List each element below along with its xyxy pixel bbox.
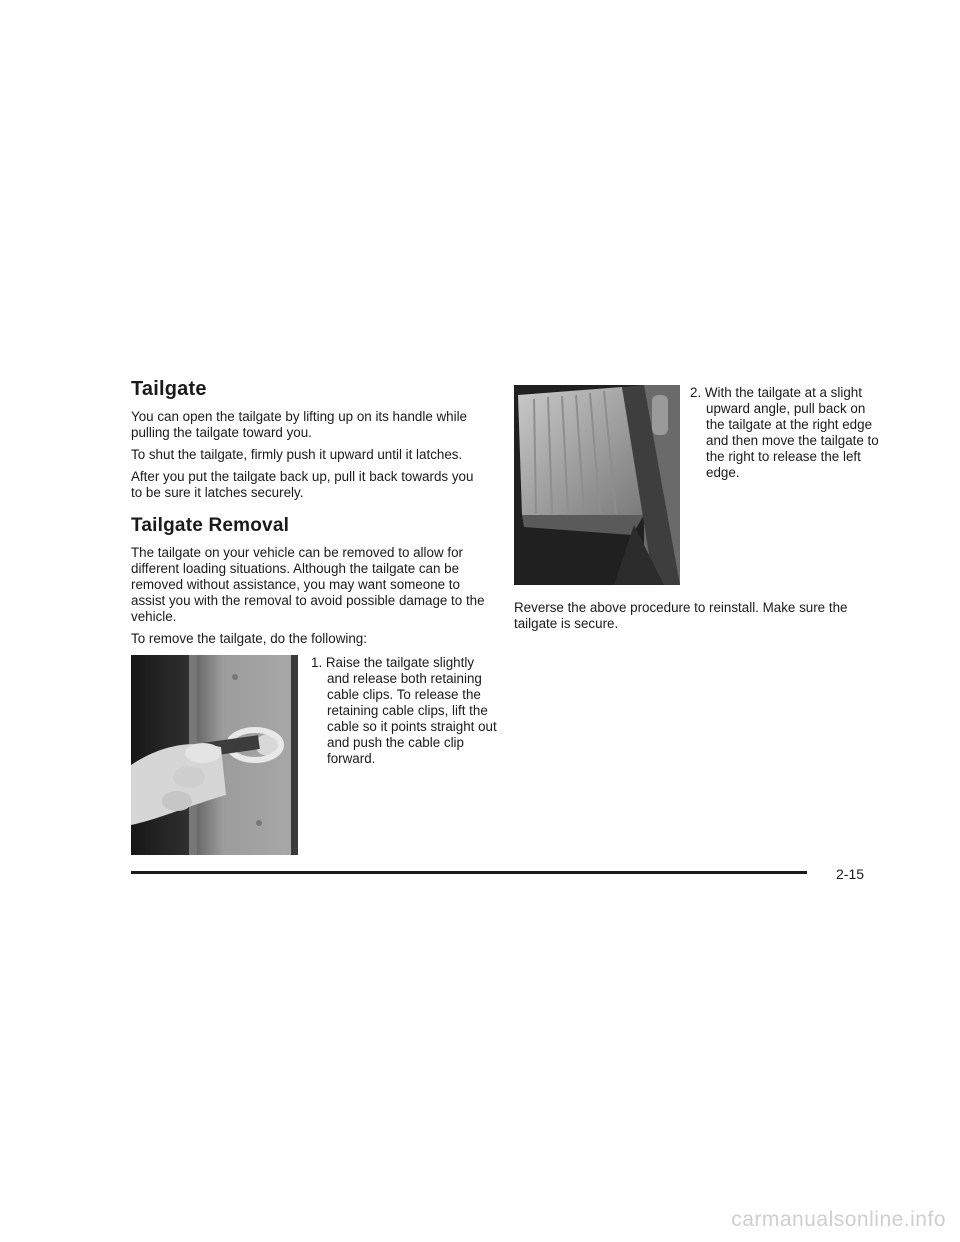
watermark: carmanualsonline.info [731, 1208, 946, 1231]
tailgate-photo-icon [514, 385, 680, 585]
closing-paragraph: Reverse the above procedure to reinstall. Make sure the tailgate is secure. [514, 600, 848, 631]
cable-clip-photo-icon [131, 655, 298, 855]
intro-paragraph-3: After you put the tailgate back up, pull it back towards you to be sure it latches securely. [131, 469, 474, 500]
step-1 [131, 655, 497, 857]
step-2 [514, 385, 879, 590]
right-column [514, 378, 879, 638]
page-number: 2-15 [836, 866, 865, 882]
step-1-text: 1. Raise the tailgate slightly and release both retaining cable clips. To release the retaining cable clips, lift the cable so it points straight out and push the cable clip forward. [311, 655, 497, 766]
subsection-title: Tailgate Removal [131, 515, 290, 536]
removal-paragraph-1: The tailgate on your vehicle can be removed to allow for different loading situations. Although the tailgate can be removed without assistance, you may want someone to assist you with the removal to avoid possible damage to the vehicle. [131, 545, 485, 624]
intro-paragraph-1: You can open the tailgate by lifting up on its handle while pulling the tailgate toward you. [131, 409, 468, 440]
intro-paragraph-2: To shut the tailgate, firmly push it upward until it latches. [131, 447, 463, 462]
left-column [131, 378, 497, 857]
removal-paragraph-2: To remove the tailgate, do the following: [131, 631, 367, 646]
section-title: Tailgate [131, 378, 207, 400]
footer-rule [131, 871, 807, 874]
step-2-text: 2. With the tailgate at a slight upward angle, pull back on the tailgate at the right edge and then move the tailgate to the right to release the left edge. [690, 385, 879, 480]
